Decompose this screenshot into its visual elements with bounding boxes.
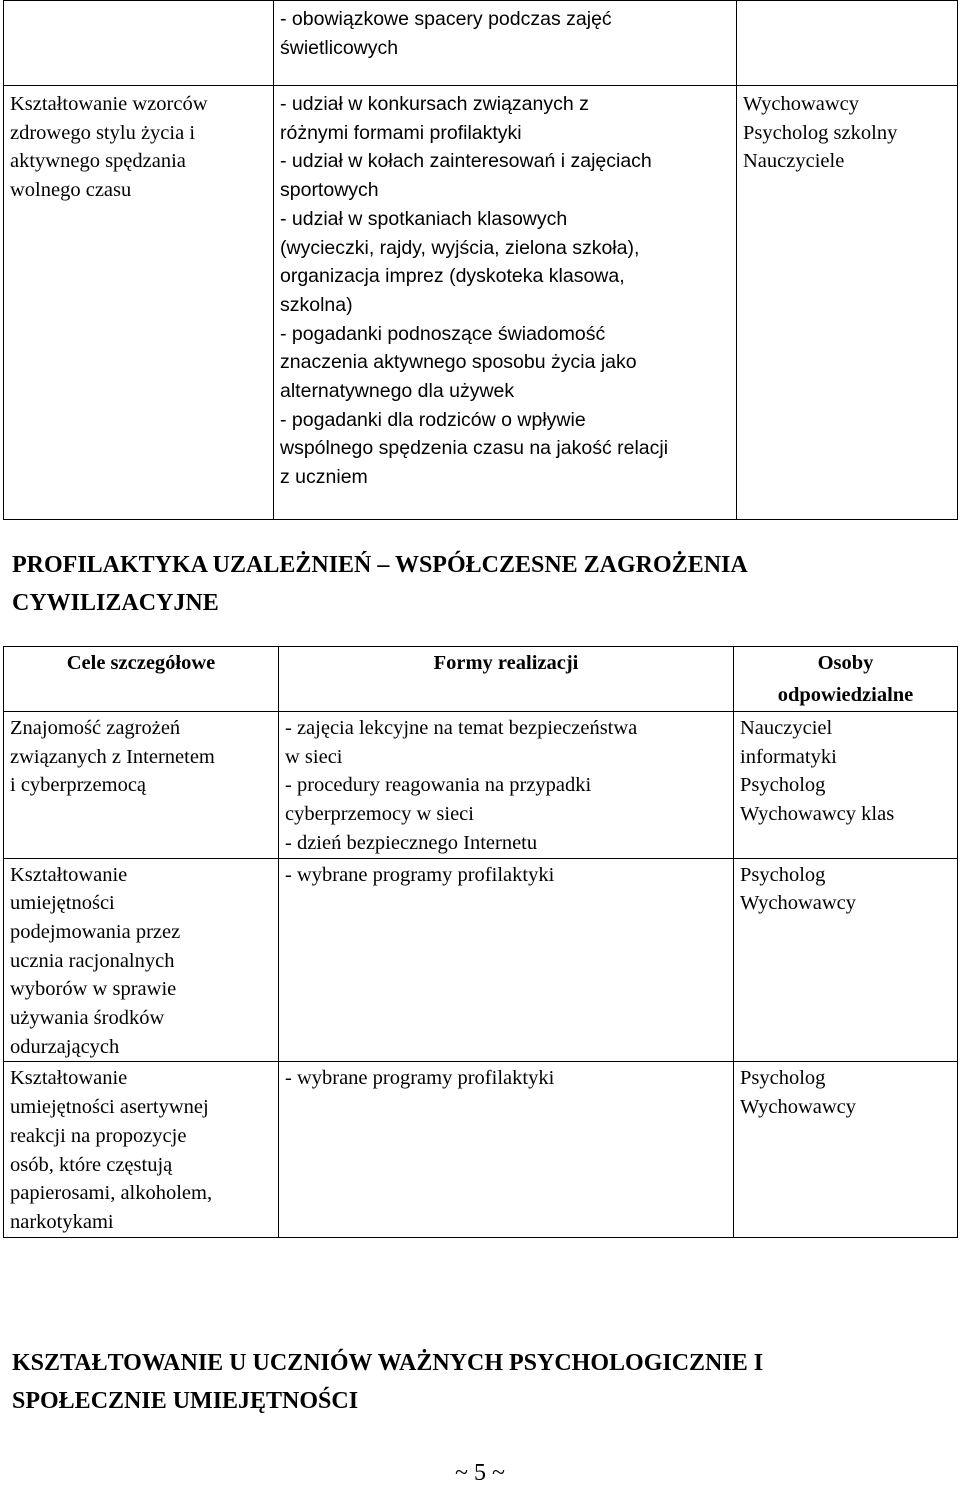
header-persons	[734, 647, 958, 712]
cell-text-line: - obowiązkowe spacery podczas zajęć	[280, 8, 612, 30]
cell-text-line: wolnego czasu	[10, 179, 132, 202]
forms-cell	[279, 1062, 734, 1237]
cell-text-line: i cyberprzemocą	[10, 774, 147, 797]
forms-cell	[279, 712, 734, 859]
cell-text-line: - pogadanki dla rodziców o wpływie	[280, 408, 586, 431]
header-forms: Formy realizacji	[279, 647, 734, 712]
table-row	[4, 1062, 958, 1237]
cell-text-line: Wychowawcy	[743, 93, 860, 115]
section-heading-addiction-prevention	[12, 546, 748, 622]
cell-text-line: narkotykami	[10, 1210, 114, 1233]
cell-text-line: organizacja imprez (dyskoteka klasowa,	[280, 265, 625, 288]
cell-text-line: używania środków	[10, 1007, 165, 1030]
cell-text-line: umiejętności asertywnej	[10, 1096, 209, 1119]
cell-text-line: znaczenia aktywnego sposobu życia jako	[280, 351, 637, 374]
goal-cell	[4, 858, 279, 1062]
cell-text-line: Nauczyciel	[740, 717, 833, 739]
cell-text-line: związanych z Internetem	[10, 745, 215, 768]
cell-text-line: - wybrane programy profilaktyki	[285, 1067, 555, 1090]
goal-cell	[4, 1, 274, 86]
heading-line: PROFILAKTYKA UZALEŻNIEŃ – WSPÓŁCZESNE ZAGROŻENIA	[12, 552, 748, 578]
cell-text-line: cyberprzemocy w sieci	[285, 803, 474, 826]
cell-text-line: Psycholog	[740, 863, 826, 886]
cell-text-line: reakcji na propozycje	[10, 1124, 187, 1147]
activities-table-continued	[3, 0, 958, 520]
cell-text-line: Wychowawcy	[740, 1096, 857, 1119]
table-row	[4, 858, 958, 1062]
cell-text-line: - udział w konkursach związanych z	[280, 93, 589, 115]
cell-text-line: wyborów w sprawie	[10, 978, 177, 1001]
cell-text-line: w sieci	[285, 745, 343, 768]
heading-line: SPOŁECZNIE UMIEJĘTNOŚCI	[12, 1388, 359, 1414]
header-persons-line: odpowiedzialne	[777, 684, 914, 706]
header-persons-line: Osoby	[817, 652, 874, 674]
cell-text-line: świetlicowych	[280, 36, 399, 59]
table-row	[4, 712, 958, 859]
header-goals: Cele szczegółowe	[4, 647, 279, 712]
cell-text-line: osób, które częstują	[10, 1153, 173, 1176]
cell-text-line: Psycholog	[740, 1067, 826, 1090]
cell-text-line: Psycholog szkolny	[743, 121, 898, 144]
cell-text-line: Kształtowanie	[10, 863, 128, 886]
cell-text-line: wspólnego spędzenia czasu na jakość relacji	[280, 437, 669, 460]
cell-text-line: Kształtowanie	[10, 1067, 128, 1090]
persons-cell	[734, 712, 958, 859]
forms-cell	[279, 858, 734, 1062]
cell-text-line: Znajomość zagrożeń	[10, 717, 181, 739]
cell-text-line: z uczniem	[280, 466, 368, 489]
table-row	[4, 86, 958, 520]
cell-text-line: umiejętności	[10, 892, 115, 915]
cell-text-line: - procedury reagowania na przypadki	[285, 774, 592, 797]
cell-text-line: odurzających	[10, 1035, 120, 1058]
cell-text-line: alternatywnego dla używek	[280, 380, 515, 403]
section-heading-psychosocial-skills	[12, 1344, 763, 1420]
goal-cell	[4, 1062, 279, 1237]
cell-text-line: - udział w kołach zainteresowań i zajęciach	[280, 150, 652, 173]
persons-cell	[734, 858, 958, 1062]
cell-text-line: sportowych	[280, 179, 379, 202]
cell-text-line: papierosami, alkoholem,	[10, 1182, 213, 1205]
cell-text-line: Psycholog	[740, 774, 826, 797]
cell-text-line: - zajęcia lekcyjne na temat bezpieczeństwa	[285, 717, 638, 739]
persons-cell	[734, 1062, 958, 1237]
heading-line: KSZTAŁTOWANIE U UCZNIÓW WAŻNYCH PSYCHOLOGICZNIE I	[12, 1350, 764, 1376]
persons-cell	[737, 86, 958, 520]
forms-cell	[274, 1, 737, 86]
cell-text-line: Wychowawcy klas	[740, 803, 895, 826]
cell-text-line: - wybrane programy profilaktyki	[285, 863, 555, 886]
page-number: ~ 5 ~	[455, 1460, 505, 1486]
goal-cell	[4, 712, 279, 859]
cell-text-line: - pogadanki podnoszące świadomość	[280, 322, 606, 345]
cell-text-line: - dzień bezpiecznego Internetu	[285, 831, 538, 854]
cell-text-line: Kształtowanie wzorców	[10, 93, 208, 115]
cell-text-line: Wychowawcy	[740, 892, 857, 915]
cell-text-line: zdrowego stylu życia i	[10, 121, 196, 144]
cell-text-line: ucznia racjonalnych	[10, 949, 175, 972]
cell-text-line: (wycieczki, rajdy, wyjścia, zielona szkoła),	[280, 236, 640, 259]
persons-cell	[737, 1, 958, 86]
cell-text-line: podejmowania przez	[10, 920, 181, 943]
cell-text-line: informatyki	[740, 745, 837, 768]
cell-text-line: różnymi formami profilaktyki	[280, 121, 522, 144]
table-header-row	[4, 647, 958, 712]
goal-cell	[4, 86, 274, 520]
heading-line: CYWILIZACYJNE	[12, 590, 219, 616]
addiction-prevention-table	[3, 646, 958, 1238]
cell-text-line: Nauczyciele	[743, 150, 845, 173]
cell-text-line: - udział w spotkaniach klasowych	[280, 207, 568, 230]
forms-cell	[274, 86, 737, 520]
table-row	[4, 1, 958, 86]
cell-text-line: aktywnego spędzania	[10, 150, 186, 173]
cell-text-line: szkolna)	[280, 293, 353, 316]
